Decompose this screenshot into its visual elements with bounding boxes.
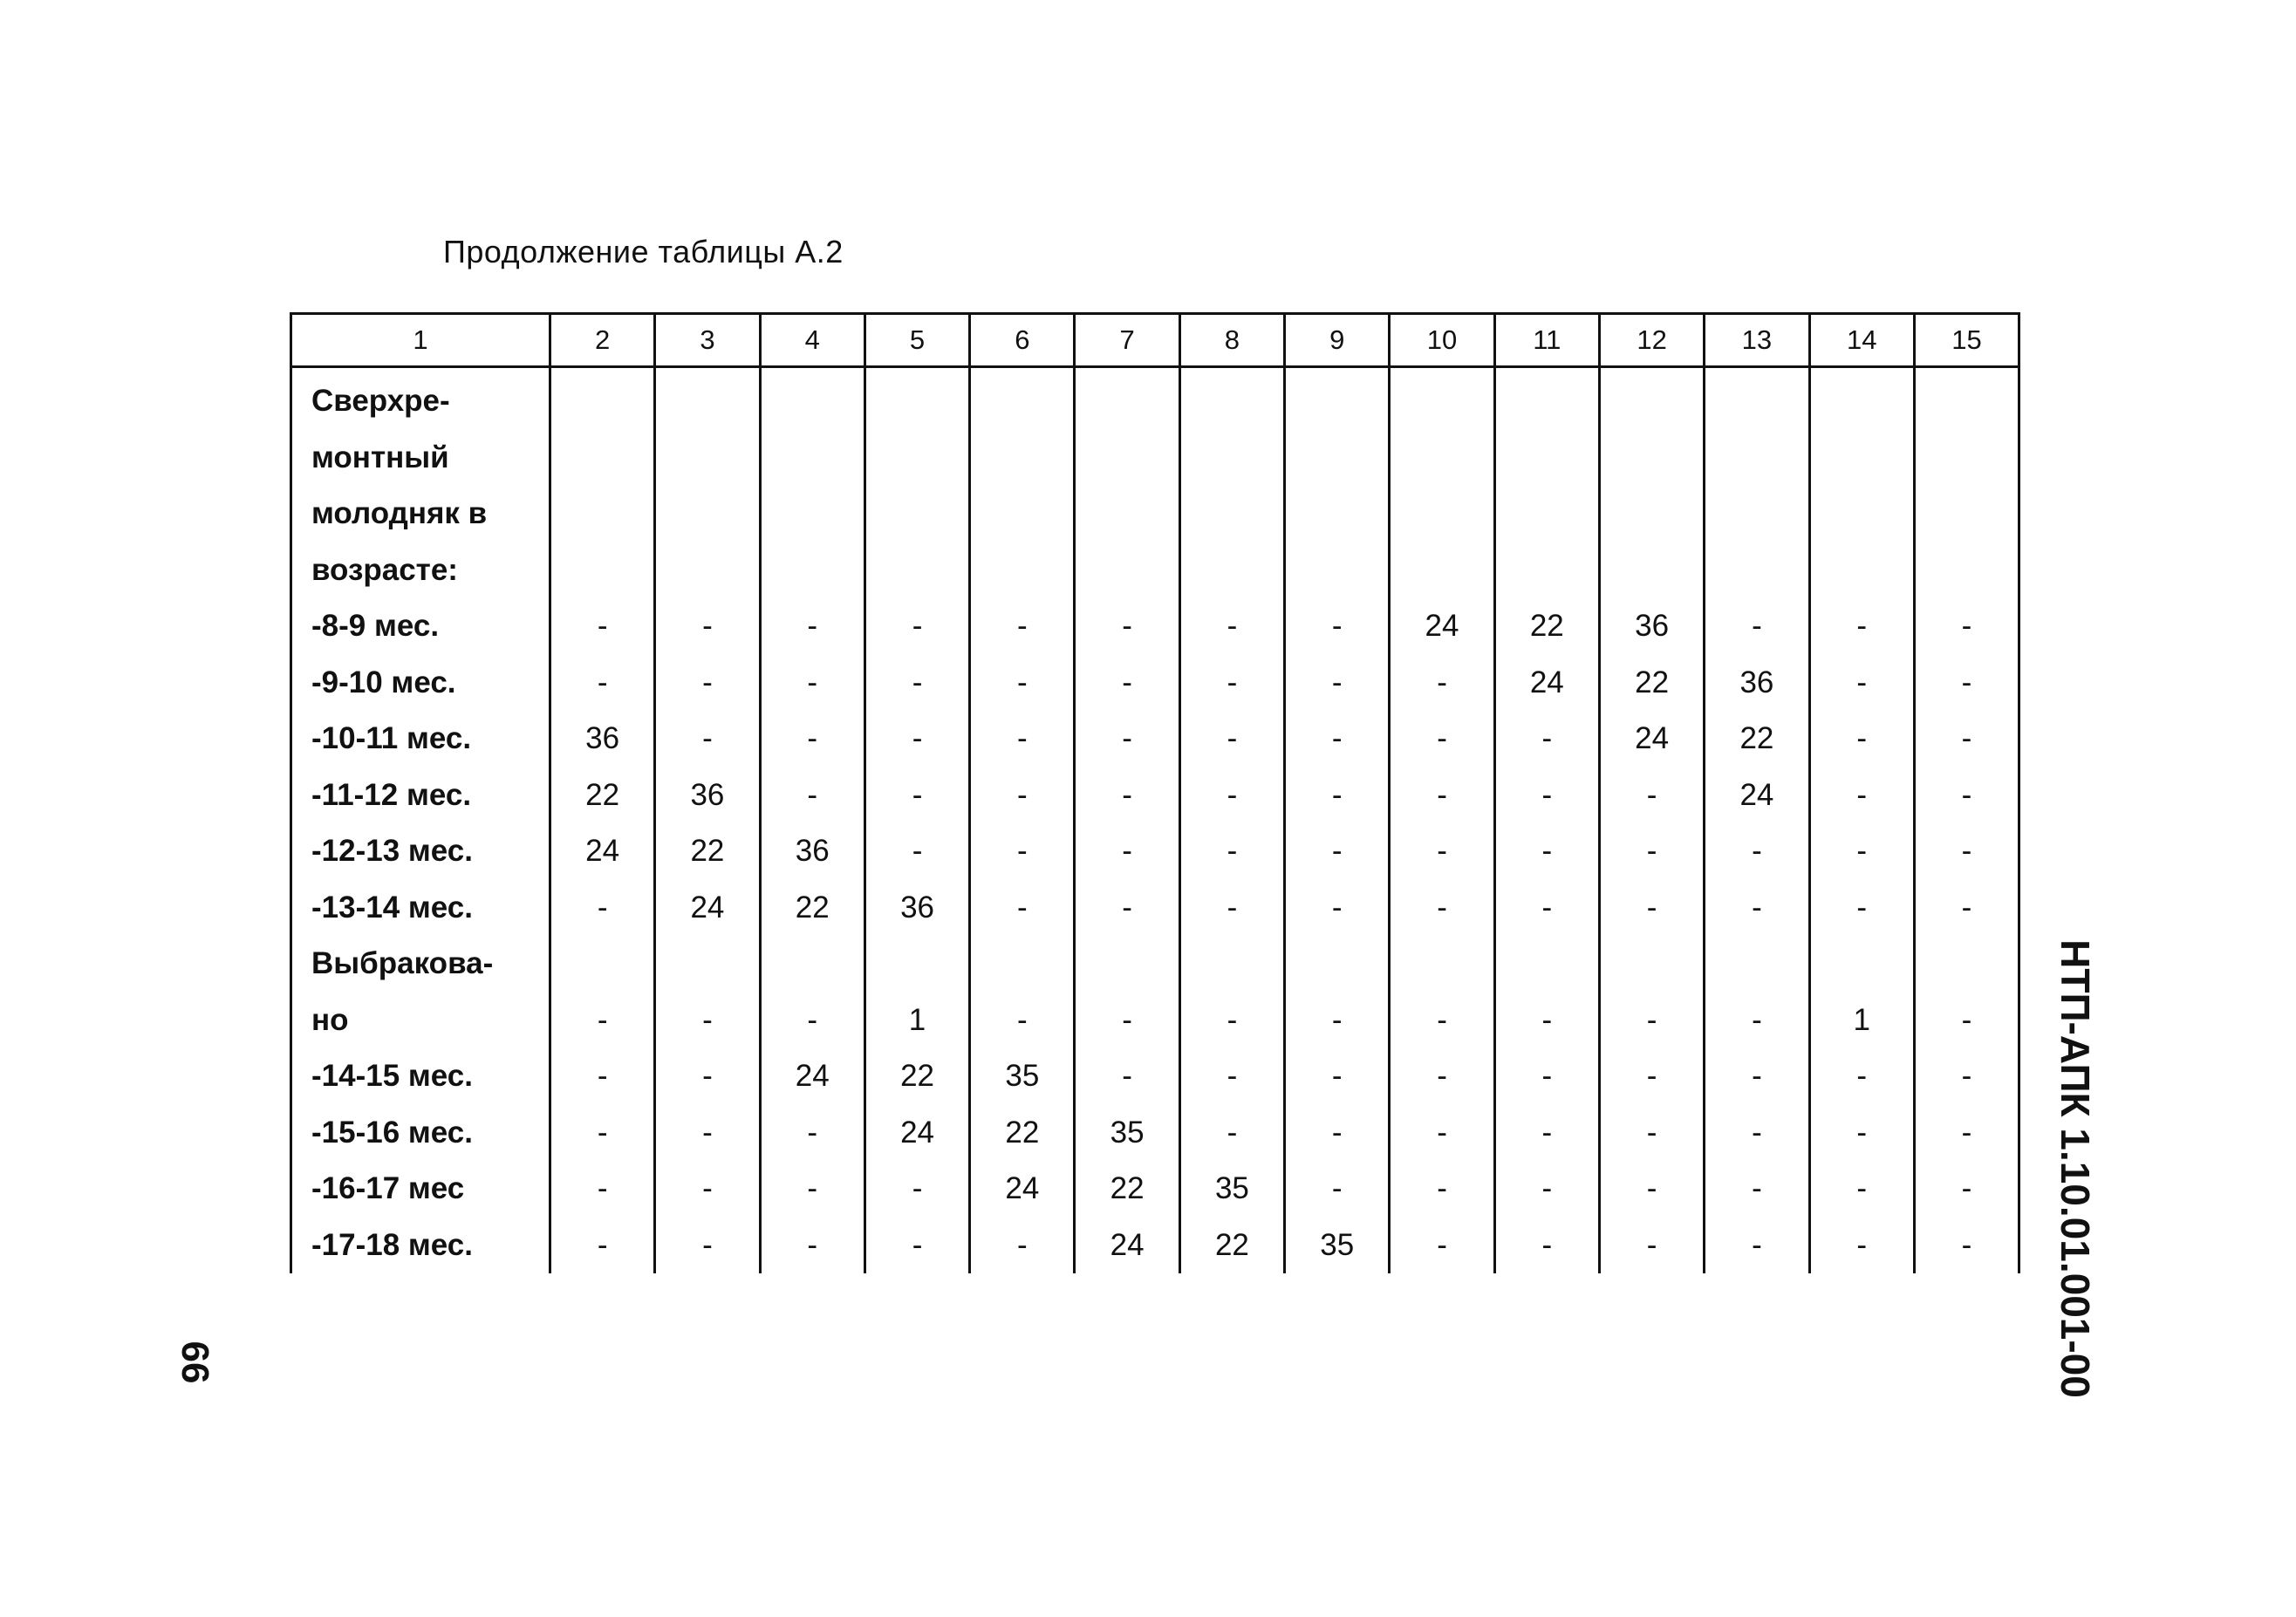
table-cell: - (864, 655, 969, 712)
table-cell: - (550, 1161, 655, 1218)
table-cell: - (1285, 993, 1390, 1049)
table-cell: - (864, 598, 969, 655)
page-number: 66 (174, 1341, 216, 1384)
document-code: НТП-АПК 1.10.01.001-00 (2053, 939, 2098, 1398)
table-cell: - (1599, 1161, 1704, 1218)
table-cell: - (1179, 880, 1284, 937)
table-cell: - (655, 598, 760, 655)
table-cell (655, 542, 760, 599)
table-cell (760, 542, 864, 599)
table-cell: - (1705, 598, 1809, 655)
table-cell: - (1494, 1218, 1599, 1274)
table-cell (1705, 430, 1809, 487)
column-header: 5 (864, 314, 969, 367)
table-cell (970, 936, 1075, 993)
table-cell: 24 (864, 1105, 969, 1162)
table-cell (1705, 367, 1809, 430)
table-cell: - (1705, 1161, 1809, 1218)
table-cell: - (1599, 1105, 1704, 1162)
table-cell: - (1705, 880, 1809, 937)
table-cell: - (970, 598, 1075, 655)
table-cell: - (760, 711, 864, 768)
table-row (291, 1105, 2019, 1162)
table-cell: - (655, 993, 760, 1049)
table-cell (1914, 486, 2019, 542)
table-cell (550, 542, 655, 599)
table-cell (970, 542, 1075, 599)
table-cell: - (1914, 993, 2019, 1049)
table-cell (1179, 367, 1284, 430)
table-cell: - (1179, 1048, 1284, 1105)
table-cell: - (760, 1161, 864, 1218)
table-cell: - (1285, 598, 1390, 655)
table-cell: 22 (1494, 598, 1599, 655)
table-row (291, 655, 2019, 712)
table-cell (1285, 542, 1390, 599)
data-table (290, 312, 2020, 1273)
table-cell: - (1914, 655, 2019, 712)
column-header: 12 (1599, 314, 1704, 367)
table-cell (1075, 936, 1179, 993)
table-cell: - (550, 880, 655, 937)
table-cell: - (760, 1218, 864, 1274)
table-cell: - (550, 1105, 655, 1162)
row-label: монтный (291, 430, 550, 487)
table-cell: - (1075, 880, 1179, 937)
table-cell: - (1390, 1048, 1494, 1105)
table-cell: 22 (1075, 1161, 1179, 1218)
table-cell: - (760, 768, 864, 824)
table-row (291, 993, 2019, 1049)
table-cell: 24 (550, 823, 655, 880)
table-cell: 36 (550, 711, 655, 768)
table-cell: - (1494, 1161, 1599, 1218)
table-cell: 22 (760, 880, 864, 937)
table-row (291, 711, 2019, 768)
table-cell: - (970, 768, 1075, 824)
table-cell: 1 (864, 993, 969, 1049)
table-cell: - (1914, 1048, 2019, 1105)
table-cell: - (550, 1048, 655, 1105)
table-cell (1075, 430, 1179, 487)
column-header: 2 (550, 314, 655, 367)
table-cell: - (1914, 1161, 2019, 1218)
table-cell (1809, 367, 1914, 430)
table-cell: - (1809, 598, 1914, 655)
table-cell (1179, 542, 1284, 599)
table-cell: - (1390, 711, 1494, 768)
table-cell (1599, 430, 1704, 487)
table-cell (864, 936, 969, 993)
table-cell (1914, 936, 2019, 993)
table-cell (1705, 936, 1809, 993)
table-cell: - (864, 823, 969, 880)
table-cell: - (970, 1218, 1075, 1274)
table-cell: - (1285, 655, 1390, 712)
table-cell: - (970, 880, 1075, 937)
table-cell (1914, 430, 2019, 487)
table-cell: - (1809, 880, 1914, 937)
table-cell: - (1705, 1048, 1809, 1105)
table-cell (655, 486, 760, 542)
table-cell (864, 430, 969, 487)
table-cell: - (1599, 993, 1704, 1049)
table-cell: - (970, 823, 1075, 880)
table-cell: - (1390, 880, 1494, 937)
table-row (291, 486, 2019, 542)
table-row (291, 598, 2019, 655)
table-cell (970, 367, 1075, 430)
table-cell: 22 (655, 823, 760, 880)
table-cell (1390, 936, 1494, 993)
table-cell: - (1179, 1105, 1284, 1162)
row-label: -15-16 мес. (291, 1105, 550, 1162)
column-header: 13 (1705, 314, 1809, 367)
table-cell: 36 (864, 880, 969, 937)
table-cell (760, 936, 864, 993)
table-cell: - (1390, 1218, 1494, 1274)
table-cell (1179, 430, 1284, 487)
column-header: 4 (760, 314, 864, 367)
table-cell (1179, 486, 1284, 542)
table-cell: - (970, 711, 1075, 768)
table-cell (1599, 486, 1704, 542)
table-cell (1599, 542, 1704, 599)
table-cell (1705, 542, 1809, 599)
table-cell (1494, 542, 1599, 599)
table-cell (1285, 430, 1390, 487)
row-label: молодняк в (291, 486, 550, 542)
table-cell (1285, 486, 1390, 542)
table-cell: 22 (1705, 711, 1809, 768)
table-cell (1914, 367, 2019, 430)
table-cell (760, 367, 864, 430)
table-cell: - (864, 711, 969, 768)
table-cell (760, 486, 864, 542)
row-label: возрасте: (291, 542, 550, 599)
table-cell (1179, 936, 1284, 993)
table-cell (1390, 542, 1494, 599)
table-cell: - (655, 1161, 760, 1218)
table-cell: - (864, 1161, 969, 1218)
table-cell: - (1599, 1218, 1704, 1274)
table-cell: - (970, 993, 1075, 1049)
table-cell: - (1809, 711, 1914, 768)
row-label: -16-17 мес (291, 1161, 550, 1218)
table-cell: 35 (1285, 1218, 1390, 1274)
table-cell: 22 (1599, 655, 1704, 712)
row-label: но (291, 993, 550, 1049)
table-cell: - (1494, 711, 1599, 768)
column-header: 6 (970, 314, 1075, 367)
table-cell (864, 486, 969, 542)
table-cell (550, 430, 655, 487)
table-cell (1599, 367, 1704, 430)
table-row (291, 936, 2019, 993)
table-cell: - (1599, 880, 1704, 937)
table-cell (1075, 542, 1179, 599)
table-cell: - (1809, 1048, 1914, 1105)
table-cell: - (655, 1218, 760, 1274)
column-header: 11 (1494, 314, 1599, 367)
row-label: -11-12 мес. (291, 768, 550, 824)
table-cell (1809, 542, 1914, 599)
table-cell: 24 (655, 880, 760, 937)
table-caption: Продолжение таблицы А.2 (443, 234, 844, 270)
table-cell: 36 (1599, 598, 1704, 655)
table-cell: 22 (1179, 1218, 1284, 1274)
table-cell: - (1390, 768, 1494, 824)
table-body (291, 367, 2019, 1274)
column-header: 15 (1914, 314, 2019, 367)
table-cell: - (1914, 1218, 2019, 1274)
table-cell: - (550, 993, 655, 1049)
table-cell (1494, 367, 1599, 430)
table-row (291, 823, 2019, 880)
table-cell: 22 (864, 1048, 969, 1105)
table-cell (1809, 486, 1914, 542)
table-cell: - (1494, 1048, 1599, 1105)
table-cell (1809, 430, 1914, 487)
table-cell (864, 542, 969, 599)
table-cell: - (1285, 711, 1390, 768)
column-header: 10 (1390, 314, 1494, 367)
table-cell: - (1809, 1218, 1914, 1274)
table-cell: 24 (970, 1161, 1075, 1218)
table-cell: 24 (1075, 1218, 1179, 1274)
table-cell (655, 430, 760, 487)
row-label: -10-11 мес. (291, 711, 550, 768)
table-cell (1599, 936, 1704, 993)
table-cell: 22 (970, 1105, 1075, 1162)
table-cell (550, 367, 655, 430)
table-cell: - (1494, 768, 1599, 824)
table-cell: - (550, 598, 655, 655)
table-cell (970, 486, 1075, 542)
table-cell (1494, 936, 1599, 993)
table-cell: 36 (1705, 655, 1809, 712)
table-row (291, 367, 2019, 430)
table-row (291, 1218, 2019, 1274)
column-header: 14 (1809, 314, 1914, 367)
table-cell (864, 367, 969, 430)
table-cell: - (1809, 823, 1914, 880)
table-cell: - (1285, 1048, 1390, 1105)
table-cell: - (655, 1105, 760, 1162)
table-cell: 24 (1494, 655, 1599, 712)
table-cell (1809, 936, 1914, 993)
table-cell: - (1914, 823, 2019, 880)
table-cell: - (1390, 823, 1494, 880)
table-cell: - (1705, 823, 1809, 880)
table-cell: - (1285, 768, 1390, 824)
table-cell (1285, 367, 1390, 430)
table-cell: - (1914, 880, 2019, 937)
table-cell: 22 (550, 768, 655, 824)
column-header: 9 (1285, 314, 1390, 367)
row-label: -8-9 мес. (291, 598, 550, 655)
table-cell: 36 (760, 823, 864, 880)
row-label: -9-10 мес. (291, 655, 550, 712)
table-cell: - (1179, 711, 1284, 768)
table-cell (1494, 430, 1599, 487)
table-cell: - (760, 655, 864, 712)
row-label: -14-15 мес. (291, 1048, 550, 1105)
table-cell (550, 936, 655, 993)
table-cell (1390, 430, 1494, 487)
table-row (291, 1048, 2019, 1105)
table-cell (550, 486, 655, 542)
table-cell: - (1809, 1161, 1914, 1218)
table-cell: - (1390, 655, 1494, 712)
row-label: -12-13 мес. (291, 823, 550, 880)
table-cell: - (655, 711, 760, 768)
table-cell: - (1075, 823, 1179, 880)
row-label: Сверхре- (291, 367, 550, 430)
table-cell: - (1494, 1105, 1599, 1162)
table-cell (655, 367, 760, 430)
header-row (291, 314, 2019, 367)
table-cell (1705, 486, 1809, 542)
table-cell: - (550, 655, 655, 712)
table-cell: - (1179, 823, 1284, 880)
table-cell: - (760, 598, 864, 655)
table-cell: - (550, 1218, 655, 1274)
table-cell: - (1705, 993, 1809, 1049)
table-cell: - (864, 768, 969, 824)
table-cell: - (1285, 823, 1390, 880)
table-cell: 24 (1705, 768, 1809, 824)
table-cell: - (1075, 598, 1179, 655)
table-cell: - (1705, 1105, 1809, 1162)
row-label: -17-18 мес. (291, 1218, 550, 1274)
table-cell: - (1179, 768, 1284, 824)
table-cell: 36 (655, 768, 760, 824)
table-cell: - (655, 655, 760, 712)
table-cell: - (1285, 880, 1390, 937)
table-cell: - (760, 1105, 864, 1162)
table-cell: - (1914, 598, 2019, 655)
table-cell: - (1494, 880, 1599, 937)
row-label: -13-14 мес. (291, 880, 550, 937)
table-cell (1390, 486, 1494, 542)
table-cell: - (1914, 1105, 2019, 1162)
table-row (291, 880, 2019, 937)
table-cell (655, 936, 760, 993)
table-row (291, 542, 2019, 599)
table-cell: - (1390, 1105, 1494, 1162)
table-cell: - (970, 655, 1075, 712)
table-cell: 1 (1809, 993, 1914, 1049)
table-cell: - (655, 1048, 760, 1105)
table-cell: 35 (970, 1048, 1075, 1105)
table-cell (1075, 486, 1179, 542)
table-cell (1494, 486, 1599, 542)
table-cell: 24 (1390, 598, 1494, 655)
table-row (291, 430, 2019, 487)
table-cell: - (1075, 768, 1179, 824)
table-cell: - (1914, 768, 2019, 824)
table-cell (1390, 367, 1494, 430)
table-cell: - (1809, 768, 1914, 824)
table-cell: - (1075, 655, 1179, 712)
table-cell: - (1179, 598, 1284, 655)
table-cell: - (1179, 993, 1284, 1049)
table-cell: 24 (760, 1048, 864, 1105)
table-cell: 35 (1179, 1161, 1284, 1218)
table-cell: - (1599, 1048, 1704, 1105)
table-cell: - (864, 1218, 969, 1274)
table-cell: - (1599, 768, 1704, 824)
row-label: Выбракова- (291, 936, 550, 993)
table-cell: - (1705, 1218, 1809, 1274)
table-cell: - (1914, 711, 2019, 768)
column-header: 1 (291, 314, 550, 367)
table-cell: - (1075, 1048, 1179, 1105)
table-cell: 35 (1075, 1105, 1179, 1162)
table-cell: - (760, 993, 864, 1049)
table-row (291, 1161, 2019, 1218)
table-cell: 24 (1599, 711, 1704, 768)
table-cell: - (1809, 655, 1914, 712)
table-cell: - (1075, 993, 1179, 1049)
table-cell: - (1390, 993, 1494, 1049)
table-cell (760, 430, 864, 487)
table-cell (1914, 542, 2019, 599)
table-cell: - (1809, 1105, 1914, 1162)
table-cell: - (1285, 1161, 1390, 1218)
table-cell (1075, 367, 1179, 430)
table-row (291, 768, 2019, 824)
table-cell: - (1179, 655, 1284, 712)
column-header: 7 (1075, 314, 1179, 367)
table-cell: - (1390, 1161, 1494, 1218)
table-cell: - (1494, 993, 1599, 1049)
table-cell: - (1599, 823, 1704, 880)
column-header: 8 (1179, 314, 1284, 367)
table-cell: - (1285, 1105, 1390, 1162)
table-cell: - (1075, 711, 1179, 768)
table-cell (970, 430, 1075, 487)
table-cell: - (1494, 823, 1599, 880)
column-header: 3 (655, 314, 760, 367)
table-cell (1285, 936, 1390, 993)
